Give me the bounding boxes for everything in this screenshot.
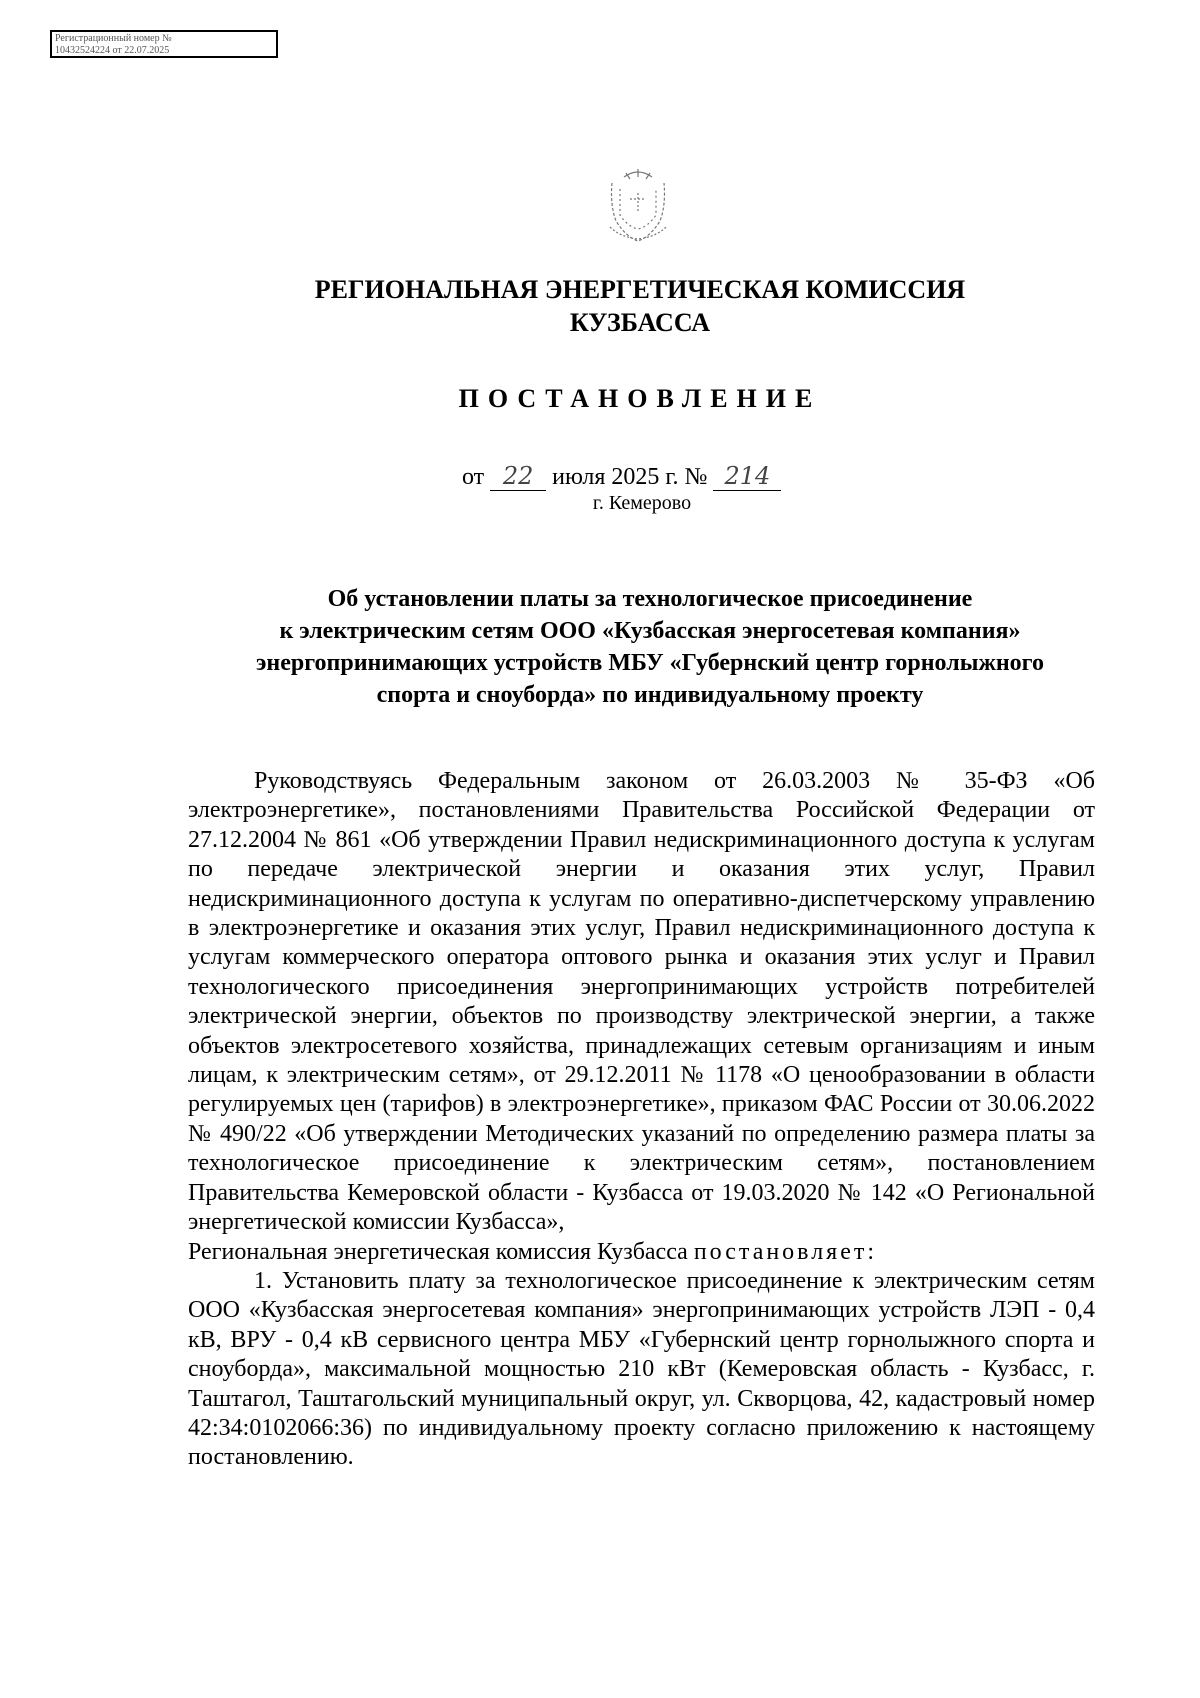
document-type: ПОСТАНОВЛЕНИЕ	[458, 384, 822, 413]
date-month-year: июля 2025 г.	[552, 464, 679, 490]
resolves-lead: Региональная энергетическая комиссия Кузбасса	[188, 1238, 688, 1265]
registration-line-2: 10432524224 от 22.07.2025	[55, 45, 170, 56]
title-line-3: энергопринимающих устройств МБУ «Губернский центр горнолыжного	[256, 650, 1044, 676]
title-line-2: к электрическим сетям ООО «Кузбасская энергосетевая компания»	[279, 618, 1021, 644]
organization-line-1: РЕГИОНАЛЬНАЯ ЭНЕРГЕТИЧЕСКАЯ КОМИССИЯ	[314, 275, 966, 304]
date-prefix: от	[462, 464, 485, 490]
organization-line-2: КУЗБАССА	[569, 308, 711, 337]
item-1: 1. Установить плату за технологическое присоединение к электрическим сетям ООО «Кузбасская энергосетевая компания» энергопринимающих устройств ЛЭП - 0,4 кВ, ВРУ - 0,4 кВ сервисного центра МБУ «Губернский центр горнолыжного спорта и сноуборда», максимальной мощностью 210 кВт (Кемеровская область - Кузбасс, г. Таштагол, Таштагольский муниципальный округ, ул. Скворцова, 42, кадастровый номер 42:34:0102066:36) по индивидуальному проекту согласно приложению к настоящему постановлению.	[188, 1267, 1095, 1471]
title-line-1: Об установлении платы за технологическое присоединение	[327, 586, 973, 612]
organization-name	[0, 273, 1200, 339]
coat-of-arms-icon	[604, 165, 672, 245]
registration-line-1: Регистрационный номер №	[55, 33, 172, 44]
date-day: 22	[490, 462, 546, 491]
preamble-paragraph	[188, 767, 1095, 1267]
date-line	[462, 462, 781, 491]
preamble-text: Руководствуясь Федеральным законом от 26.03.2003 № 35-ФЗ «Об электроэнергетике», постановлениями Правительства Российской Федерации от 27.12.2004 № 861 «Об утверждении Правил недискриминационного доступа к услугам по передаче электрической энергии и оказания этих услуг, Правил недискриминационного доступа к услугам по оперативно-диспетчерскому управлению в электроэнергетике и оказания этих услуг, Правил недискриминационного доступа к услугам коммерческого оператора оптового рынка и оказания этих услуг и Правил технологического присоединения энергопринимающих устройств потребителей электрической энергии, объектов по производству электрической энергии, а также объектов электросетевого хозяйства, принадлежащих сетевым организациям и иным лицам, к электрическим сетям», от 29.12.2011 № 1178 «О ценообразовании в области регулируемых цен (тарифов) в электроэнергетике», приказом ФАС России от 30.06.2022 № 490/22 «Об утверждении Методических указаний по определению размера платы за технологическое присоединение к электрическим сетям», постановлением Правительства Кемеровской области - Кузбасса от 19.03.2020 № 142 «О Региональной энергетической комиссии Кузбасса»,	[188, 768, 1095, 1236]
city: г. Кемерово	[592, 492, 692, 514]
number-sign: №	[684, 464, 708, 490]
title-line-4: спорта и сноуборда» по индивидуальному проекту	[376, 682, 924, 708]
resolves-word: постановляет:	[693, 1238, 878, 1265]
document-title	[150, 583, 1150, 711]
registration-stamp	[50, 30, 278, 58]
document-body	[188, 767, 1095, 1473]
document-number: 214	[713, 462, 781, 491]
